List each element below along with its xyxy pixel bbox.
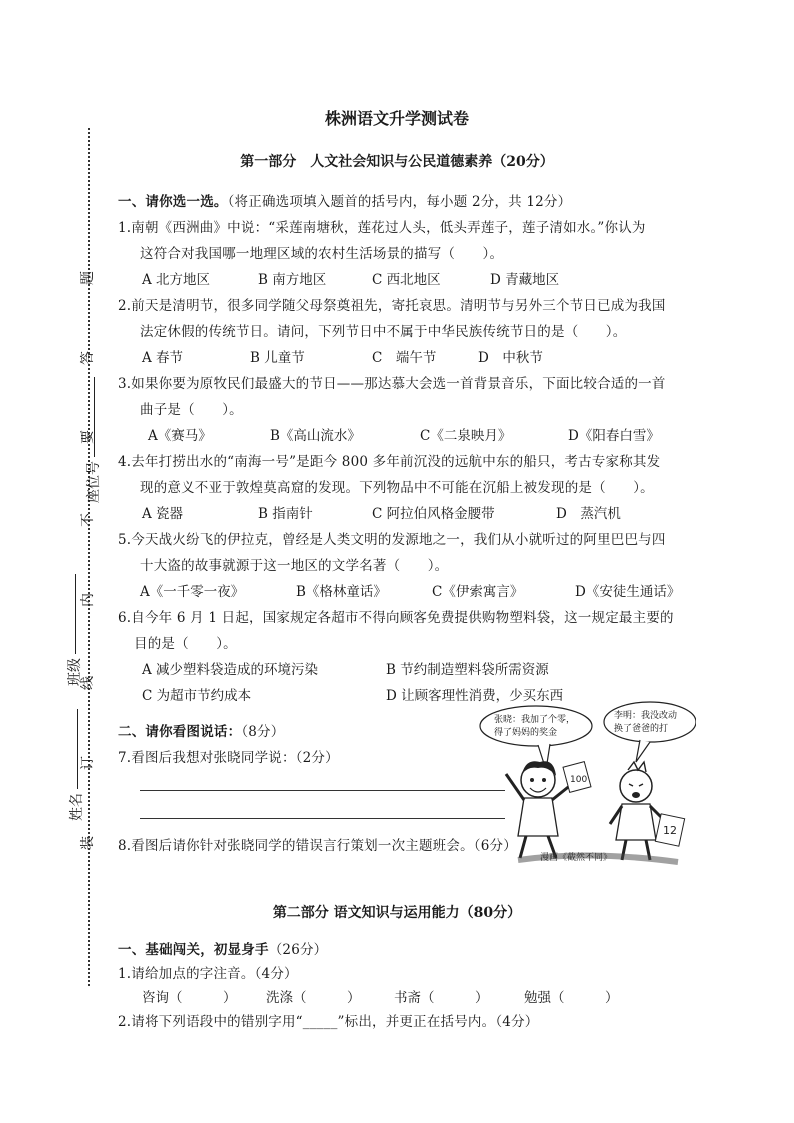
q5-option-b[interactable]: B《格林童话》 <box>296 584 387 600</box>
q4-option-a[interactable]: A 瓷器 <box>142 506 184 522</box>
q3-option-b[interactable]: B《高山流水》 <box>270 428 361 444</box>
question-2-line2: 法定休假的传统节日。请问，下列节日中不属于中华民族传统节日的是（ ）。 <box>140 324 627 340</box>
q1-option-b[interactable]: B 南方地区 <box>258 272 327 288</box>
binding-dotted-line <box>88 128 90 986</box>
q2-option-d[interactable]: D 中秋节 <box>478 350 543 366</box>
binding-char: 题 <box>80 271 96 285</box>
q5-option-a[interactable]: A《一千零一夜》 <box>140 584 245 600</box>
q6-option-a[interactable]: A 减少塑料袋造成的环境污染 <box>142 662 319 678</box>
name-label: 姓名 <box>66 709 86 821</box>
word-zixun[interactable]: 咨询（ ） <box>142 990 237 1006</box>
binding-char: 内 <box>80 593 96 607</box>
class-label: 班级 <box>64 574 84 686</box>
word-mianqiang[interactable]: 勉强（ ） <box>524 990 619 1006</box>
binding-char: 答 <box>80 351 96 365</box>
q2-option-b[interactable]: B 儿童节 <box>250 350 305 366</box>
question-6-line1: 6.自今年 6 月 1 日起，国家规定各超市不得向顾客免费提供购物塑料袋，这一规定最主要的 <box>118 610 674 626</box>
seat-number-label: 座位号 <box>83 377 103 503</box>
binding-char: 装 <box>80 836 96 850</box>
question-4-line1: 4.去年打捞出水的“南海一号”是距今 800 多年前沉没的远航中东的船只，考古专家称其发 <box>118 454 661 470</box>
q7-answer-line-1[interactable] <box>140 790 505 791</box>
section1-heading: 一、请你选一选。（将正确选项填入题首的括号内，每小题 2分，共 12分） <box>118 194 572 210</box>
q4-option-d[interactable]: D 蒸汽机 <box>556 506 621 522</box>
q5-option-c[interactable]: C《伊索寓言》 <box>432 584 524 600</box>
question-4-line2: 现的意义不亚于敦煌莫高窟的发现。下列物品中不可能在沉船上被发现的是（ ）。 <box>140 480 654 496</box>
q4-option-c[interactable]: C 阿拉伯风格金腰带 <box>372 506 495 522</box>
cartoon-caption: 漫画《截然不同》 <box>540 853 613 863</box>
part2-section1-heading: 一、基础闯关，初显身手（26分） <box>118 942 328 958</box>
question-3-line1: 3.如果你要为原牧民们最盛大的节日——那达慕大会选一首背景音乐，下面比较合适的一首 <box>118 376 666 392</box>
boy-liming-figure <box>610 762 685 860</box>
svg-text:100: 100 <box>570 775 588 785</box>
q3-option-d[interactable]: D《阳春白雪》 <box>568 428 660 444</box>
q1-option-c[interactable]: C 西北地区 <box>372 272 441 288</box>
word-xidi[interactable]: 洗涤（ ） <box>266 990 361 1006</box>
q7-answer-line-2[interactable] <box>140 818 505 819</box>
speech-bubble-left <box>480 706 592 746</box>
part2-question-2: 2.请将下列语段中的错别字用“_____”标出，并更正在括号内。（4分） <box>118 1014 539 1030</box>
question-3-line2: 曲子是（ ）。 <box>140 402 243 418</box>
question-1-line2: 这符合对我国哪一地理区域的农村生活场景的描写（ ）。 <box>140 246 504 262</box>
speech-bubble-right <box>604 702 696 742</box>
q1-option-a[interactable]: A 北方地区 <box>142 272 211 288</box>
svg-text:12: 12 <box>663 824 677 837</box>
bubble-right-line1: 李明：我没改动 <box>614 711 678 721</box>
q6-option-d[interactable]: D 让顾客理性消费，少买东西 <box>386 688 564 704</box>
q6-option-b[interactable]: B 节约制造塑料袋所需资源 <box>386 662 549 678</box>
question-6-line2: 目的是（ ）。 <box>134 636 237 652</box>
bubble-left-line1: 张晓：我加了个零， <box>494 715 576 725</box>
q5-option-d[interactable]: D《安徒生通话》 <box>575 584 681 600</box>
bubble-left-line2: 得了妈妈的奖金 <box>494 728 558 738</box>
part2-heading: 第二部分 语文知识与运用能力（80分） <box>272 905 522 921</box>
binding-char: 订 <box>80 756 96 770</box>
binding-char: 线 <box>80 676 96 690</box>
exam-title: 株洲语文升学测试卷 <box>324 109 469 128</box>
cartoon-image <box>478 700 696 870</box>
question-2-line1: 2.前天是清明节，很多同学随父母祭奠祖先，寄托哀思。清明节与另外三个节日已成为我国 <box>118 298 666 314</box>
word-shuzhai[interactable]: 书斋（ ） <box>394 990 489 1006</box>
q3-option-c[interactable]: C《二泉映月》 <box>420 428 512 444</box>
q1-option-d[interactable]: D 青藏地区 <box>490 272 560 288</box>
part1-heading: 第一部分 人文社会知识与公民道德素养（20分） <box>240 154 554 170</box>
section2-heading: 二、请你看图说话：（8分） <box>118 724 285 740</box>
question-7: 7.看图后我想对张晓同学说：（2分） <box>118 750 339 766</box>
boy-zhangxiao-figure <box>506 761 591 858</box>
binding-char: 不 <box>80 513 96 527</box>
q3-option-a[interactable]: A《赛马》 <box>148 428 212 444</box>
question-1-line1: 1.南朝《西洲曲》中说：“采莲南塘秋，莲花过人头，低头弄莲子，莲子清如水。”你认为 <box>118 220 646 236</box>
q6-option-c[interactable]: C 为超市节约成本 <box>142 688 252 704</box>
q4-option-b[interactable]: B 指南针 <box>258 506 313 522</box>
question-5-line1: 5.今天战火纷飞的伊拉克，曾经是人类文明的发源地之一，我们从小就听过的阿里巴巴与四 <box>118 532 666 548</box>
q2-option-c[interactable]: C 端午节 <box>372 350 437 366</box>
part2-question-1: 1.请给加点的字注音。（4分） <box>118 966 298 982</box>
q2-option-a[interactable]: A 春节 <box>142 350 184 366</box>
question-5-line2: 十大盗的故事就源于这一地区的文学名著（ ）。 <box>140 558 449 574</box>
bubble-right-line2: 换了爸爸的打 <box>614 724 669 734</box>
question-8: 8.看图后请你针对张晓同学的错误言行策划一次主题班会。（6分） <box>118 838 517 854</box>
binding-char: 要 <box>80 430 96 444</box>
